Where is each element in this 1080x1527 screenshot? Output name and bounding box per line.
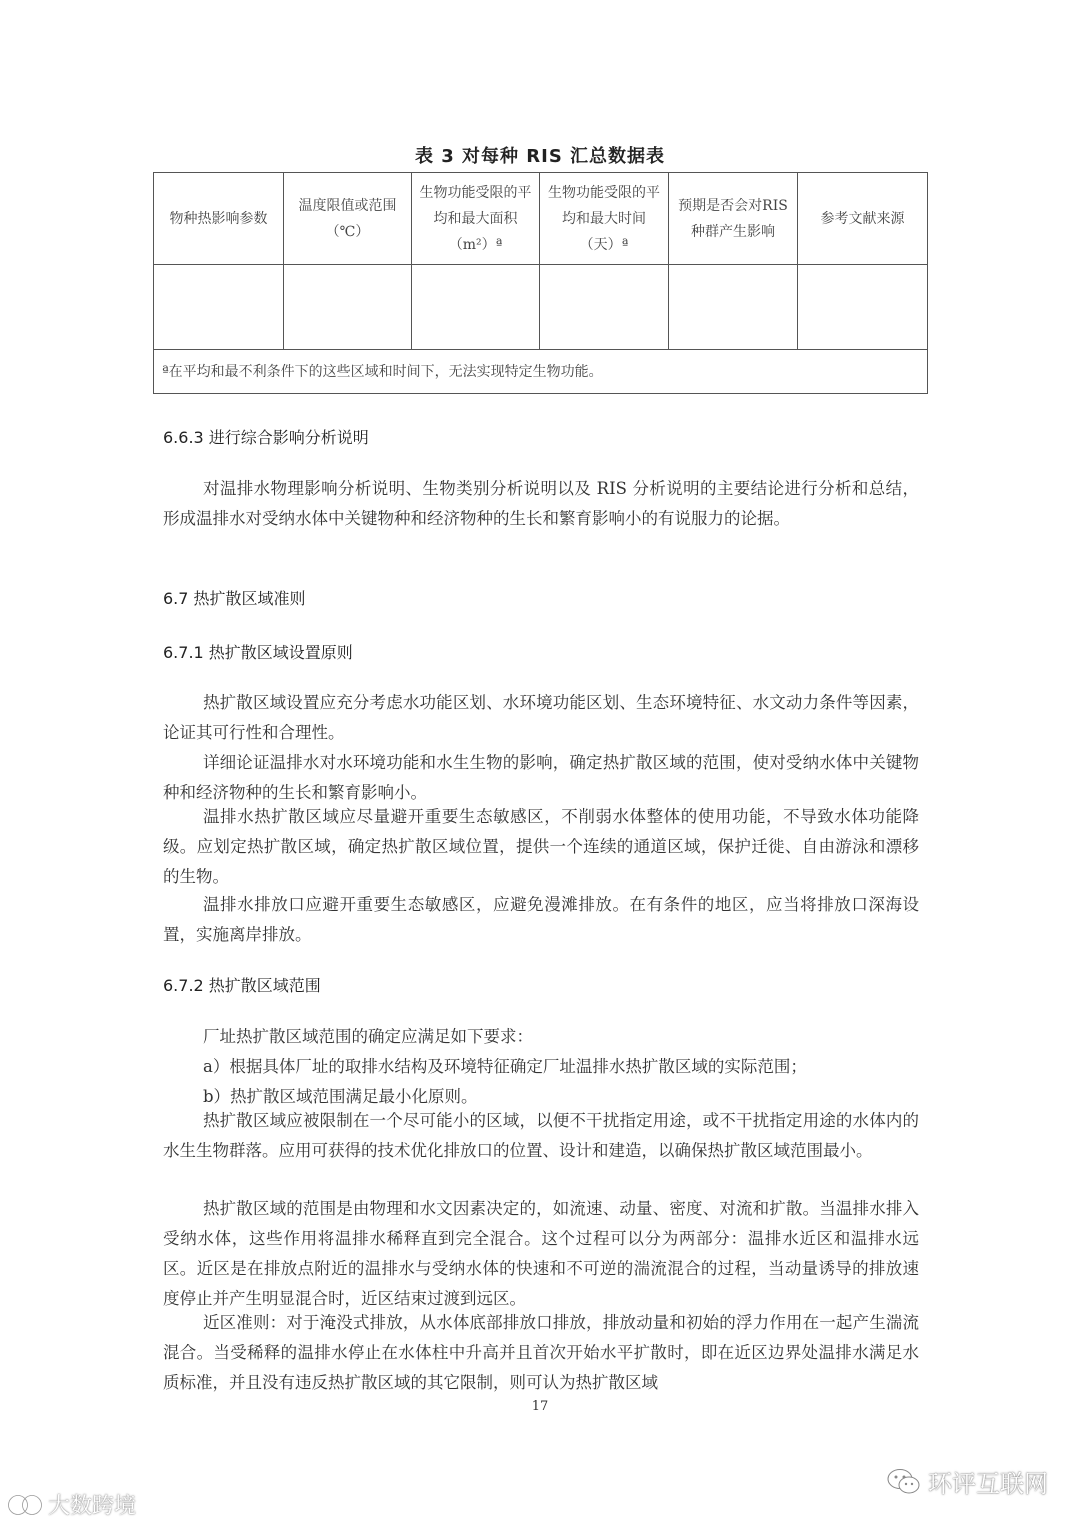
paragraph: 温排水热扩散区域应尽量避开重要生态敏感区，不削弱水体整体的使用功能，不导致水体功能降级。应划定热扩散区域，确定热扩散区域位置，提供一个连续的通道区域，保护迁徙、自由游泳和漂移的生物。 (163, 807, 919, 886)
section-heading: 6.7 热扩散区域准则 (163, 589, 306, 608)
table-note: ª在平均和最不利条件下的这些区域和时间下，无法实现特定生物功能。 (154, 350, 928, 394)
header-cell: 生物功能受限的平均和最大面积（m²）ª (412, 173, 540, 265)
table-cell (154, 265, 284, 350)
header-cell: 物种热影响参数 (154, 173, 284, 265)
table-cell (412, 265, 540, 350)
watermark-left-text: 大数跨境 (48, 1494, 137, 1519)
header-cell: 温度限值或范围（℃） (284, 173, 412, 265)
page-number: 17 (531, 1399, 549, 1414)
ris-summary-table (153, 172, 928, 394)
table-title: 表 3 对每种 RIS 汇总数据表 (414, 146, 666, 167)
table-header-row (154, 173, 928, 265)
logo-icon (8, 1492, 42, 1518)
header-cell: 生物功能受限的平均和最大时间（天）ª (540, 173, 669, 265)
paragraph: 对温排水物理影响分析说明、生物类别分析说明以及 RIS 分析说明的主要结论进行分析和总结，形成温排水对受纳水体中关键物种和经济物种的生长和繁育影响小的有说服力的论据。 (163, 479, 919, 528)
table-note-row (154, 350, 928, 394)
paragraph: 近区准则：对于淹没式排放，从水体底部排放口排放，排放动量和初始的浮力作用在一起产生湍流混合。当受稀释的温排水停止在水体柱中升高并且首次开始水平扩散时，即在近区边界处温排水满足水质标准，并且没有违反热扩散区域的其它限制，则可认为热扩散区域 (163, 1313, 919, 1392)
section-heading: 6.7.2 热扩散区域范围 (163, 976, 321, 995)
paragraph: 热扩散区域应被限制在一个尽可能小的区域，以便不干扰指定用途，或不干扰指定用途的水体内的水生生物群落。应用可获得的技术优化排放口的位置、设计和建造，以确保热扩散区域范围最小。 (163, 1111, 919, 1160)
paragraph: 详细论证温排水对水环境功能和水生生物的影响，确定热扩散区域的范围，使对受纳水体中关键物种和经济物种的生长和繁育影响小。 (163, 753, 919, 802)
watermark-left (8, 1489, 136, 1520)
paragraph: 热扩散区域设置应充分考虑水功能区划、水环境功能区划、生态环境特征、水文动力条件等因素，论证其可行性和合理性。 (163, 693, 919, 742)
table-cell (798, 265, 928, 350)
table-cell (540, 265, 669, 350)
section-heading: 6.6.3 进行综合影响分析说明 (163, 428, 369, 447)
table-cell (669, 265, 798, 350)
header-cell: 参考文献来源 (798, 173, 928, 265)
list-item: a）根据具体厂址的取排水结构及环境特征确定厂址温排水热扩散区域的实际范围； (203, 1057, 807, 1076)
table-cell (284, 265, 412, 350)
table-row (154, 265, 928, 350)
section-heading: 6.7.1 热扩散区域设置原则 (163, 643, 353, 662)
paragraph: 热扩散区域的范围是由物理和水文因素决定的，如流速、动量、密度、对流和扩散。当温排水排入受纳水体，这些作用将温排水稀释直到完全混合。这个过程可以分为两部分：温排水近区和温排水远区。近区是在排放点附近的温排水与受纳水体的快速和不可逆的湍流混合的过程，当动量诱导的排放速度停止并产生明显混合时，近区结束过渡到远区。 (163, 1199, 919, 1308)
list-item: b）热扩散区域范围满足最小化原则。 (203, 1087, 478, 1106)
watermark-right (886, 1464, 1048, 1499)
wechat-icon (886, 1467, 922, 1497)
header-cell: 预期是否会对RIS 种群产生影响 (669, 173, 798, 265)
watermark-right-text: 环评互联网 (928, 1470, 1048, 1498)
paragraph: 温排水排放口应避开重要生态敏感区，应避免漫滩排放。在有条件的地区，应当将排放口深海设置，实施离岸排放。 (163, 895, 919, 944)
paragraph: 厂址热扩散区域范围的确定应满足如下要求： (203, 1027, 533, 1046)
